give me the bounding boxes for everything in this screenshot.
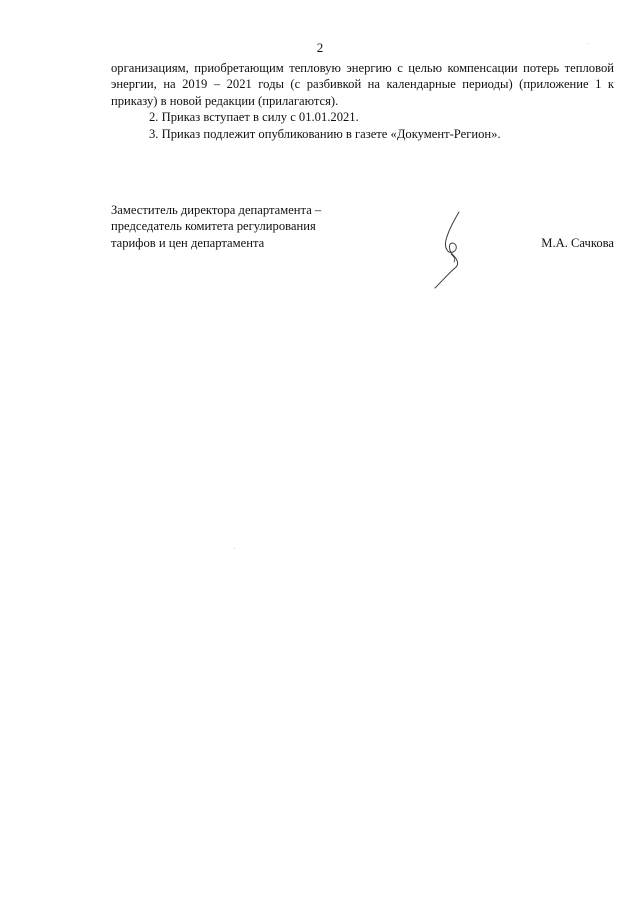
document-body — [111, 60, 614, 142]
signature-block — [111, 202, 614, 292]
signer-position-line: председатель комитета регулирования — [111, 219, 316, 234]
scan-speck — [234, 548, 235, 549]
paragraph-continuation: организациям, приобретающим тепловую энергию с целью компенсации потерь тепловой энергии, на 2019 – 2021 годы (с разбивкой на календарные периоды) (приложение 1 к приказу) в новой редакции (прилагаются). — [111, 61, 614, 108]
page-number: 2 — [316, 40, 324, 55]
signer-position-line: Заместитель директора департамента – — [111, 203, 322, 217]
signer-position — [111, 202, 411, 251]
signer-position-line: тарифов и цен департамента — [111, 235, 265, 250]
signer-name: М.А. Сачкова — [541, 235, 614, 250]
paragraph-item-2: 2. Приказ вступает в силу с 01.01.2021. — [149, 110, 359, 125]
paragraph-item-3: 3. Приказ подлежит опубликованию в газете «Документ-Регион». — [149, 126, 501, 141]
handwritten-signature — [429, 210, 479, 290]
scan-speck — [587, 43, 588, 44]
